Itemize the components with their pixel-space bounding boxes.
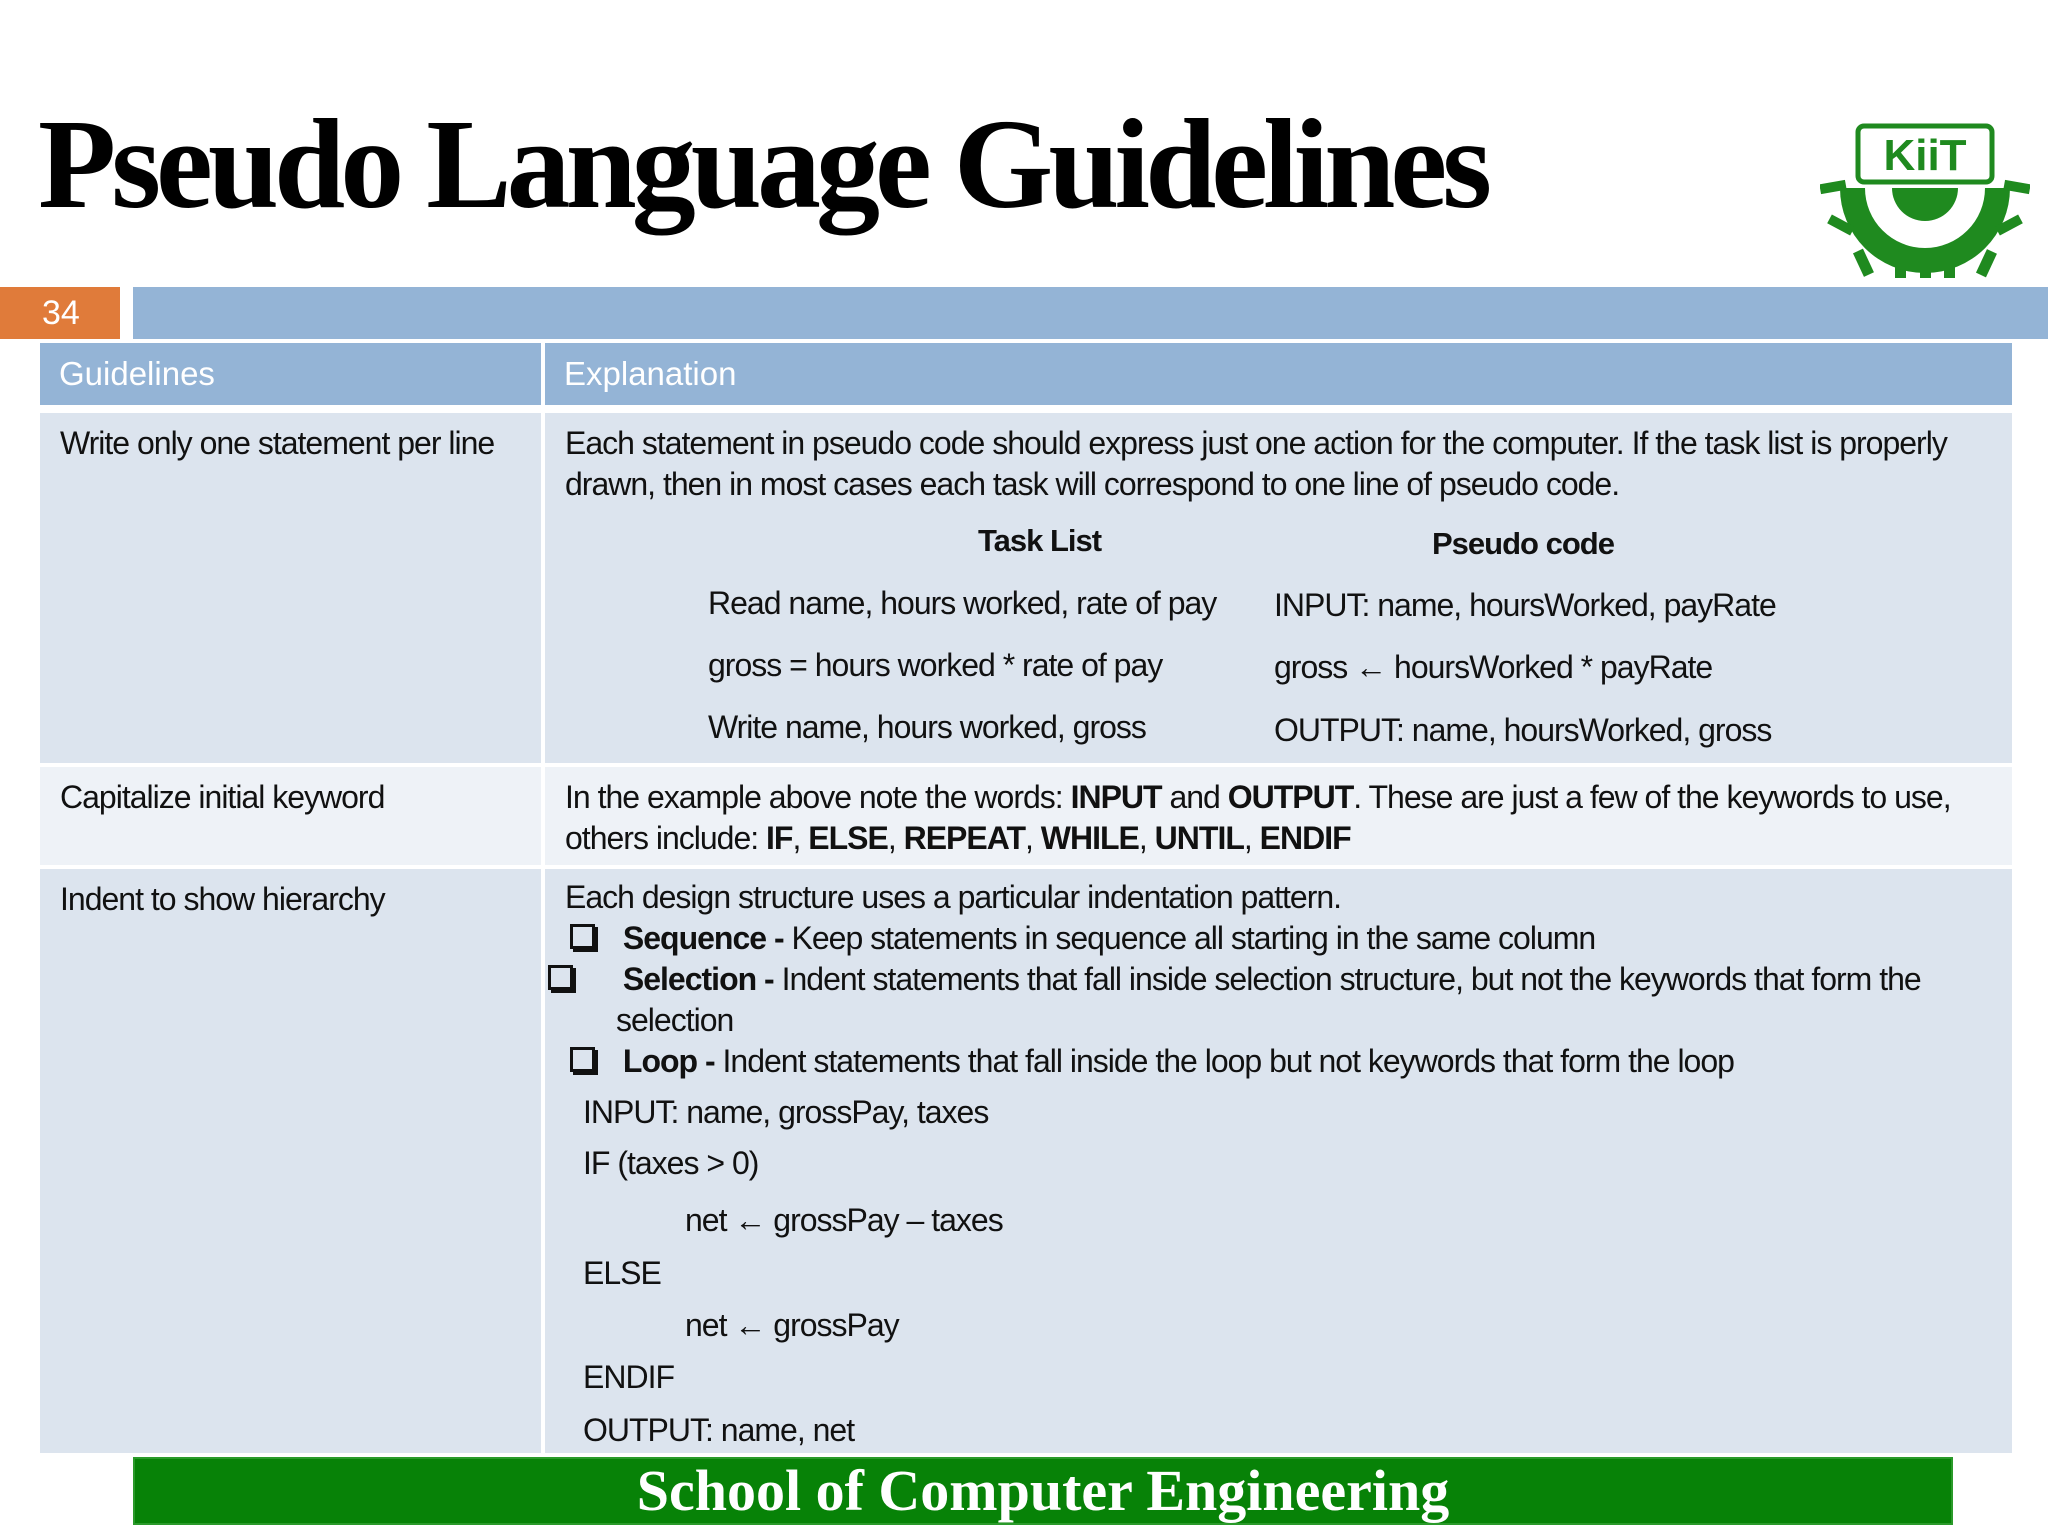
bullet-text: Keep statements in sequence all starting in the same column	[791, 920, 1596, 956]
header-band	[133, 287, 2048, 339]
bullet-selection	[548, 961, 1921, 998]
footer-banner: School of Computer Engineering	[133, 1457, 1953, 1525]
slide-title: Pseudo Language Guidelines	[38, 93, 1487, 235]
task-list-header: Task List	[978, 523, 1102, 558]
bullet-continuation: selection	[616, 1002, 734, 1038]
pseudo-code-line: gross ← hoursWorked * payRate	[1274, 649, 1713, 685]
logo-text: KiiT	[1883, 131, 1967, 180]
guideline-one-statement	[40, 413, 541, 763]
task-list-item: Write name, hours worked, gross	[708, 709, 1146, 745]
checkbox-bullet-icon	[570, 1047, 595, 1072]
keyword: ELSE	[808, 820, 888, 856]
keyword: INPUT	[1070, 779, 1162, 815]
bullet-term: Loop -	[622, 1043, 715, 1079]
task-list-item: Read name, hours worked, rate of pay	[708, 585, 1217, 621]
bullet-sequence	[570, 920, 1595, 957]
keyword: UNTIL	[1154, 820, 1244, 856]
explanation-one-statement	[545, 413, 2012, 763]
bullet-loop	[570, 1043, 1734, 1080]
guideline-text: Capitalize initial keyword	[60, 779, 385, 815]
explanation-capitalize: In the example above note the words: INPUT and OUTPUT. These are just a few of the keywords to use, others include: IF, ELSE, REPEAT, WHILE, UNTIL, ENDIF	[545, 767, 2012, 865]
bullet-term: Sequence -	[622, 920, 784, 956]
code-line: IF (taxes > 0)	[583, 1145, 759, 1181]
keyword: REPEAT	[903, 820, 1026, 856]
code-line: net ← grossPay – taxes	[685, 1202, 1003, 1238]
column-header-explanation: Explanation	[545, 343, 2012, 405]
pseudo-code-header: Pseudo code	[1432, 526, 1614, 561]
explanation-text: . These are just a few of the keywords to use, others include:	[565, 779, 1951, 856]
kiit-logo	[1820, 118, 2030, 278]
keyword: ENDIF	[1259, 820, 1351, 856]
code-line: OUTPUT: name, net	[583, 1412, 855, 1448]
explanation-indent	[545, 869, 2012, 1453]
keyword: WHILE	[1040, 820, 1139, 856]
guideline-text: Write only one statement per line	[60, 425, 495, 461]
bullet-text: Indent statements that fall inside the loop but not keywords that form the loop	[722, 1043, 1734, 1079]
pseudo-code-line: OUTPUT: name, hoursWorked, gross	[1274, 712, 1772, 748]
column-header-guidelines: Guidelines	[40, 343, 541, 405]
explanation-text: Each statement in pseudo code should express just one action for the computer. If the task list is properly drawn, then in most cases each task will correspond to one line of pseudo code.	[565, 425, 1947, 502]
code-line: ELSE	[583, 1255, 661, 1291]
code-line: INPUT: name, grossPay, taxes	[583, 1094, 989, 1130]
bullet-text: Indent statements that fall inside selection structure, but not the keywords that form the	[781, 961, 1921, 997]
explanation-text: and	[1161, 779, 1228, 815]
code-line: net ← grossPay	[685, 1307, 899, 1343]
bullet-term: Selection -	[622, 961, 774, 997]
code-line: ENDIF	[583, 1359, 674, 1395]
keyword: IF	[766, 820, 793, 856]
explanation-text: In the example above note the words:	[565, 779, 1071, 815]
checkbox-bullet-icon	[548, 965, 573, 990]
guideline-capitalize	[40, 767, 541, 865]
checkbox-bullet-icon	[570, 924, 595, 949]
guidelines-table	[40, 343, 2012, 1453]
guideline-indent	[40, 869, 541, 1453]
guideline-text: Indent to show hierarchy	[60, 881, 385, 917]
keyword: OUTPUT	[1227, 779, 1354, 815]
explanation-text: Each design structure uses a particular indentation pattern.	[565, 879, 1342, 915]
slide-number: 34	[0, 287, 120, 339]
task-list-item: gross = hours worked * rate of pay	[708, 647, 1163, 683]
pseudo-code-line: INPUT: name, hoursWorked, payRate	[1274, 587, 1776, 623]
